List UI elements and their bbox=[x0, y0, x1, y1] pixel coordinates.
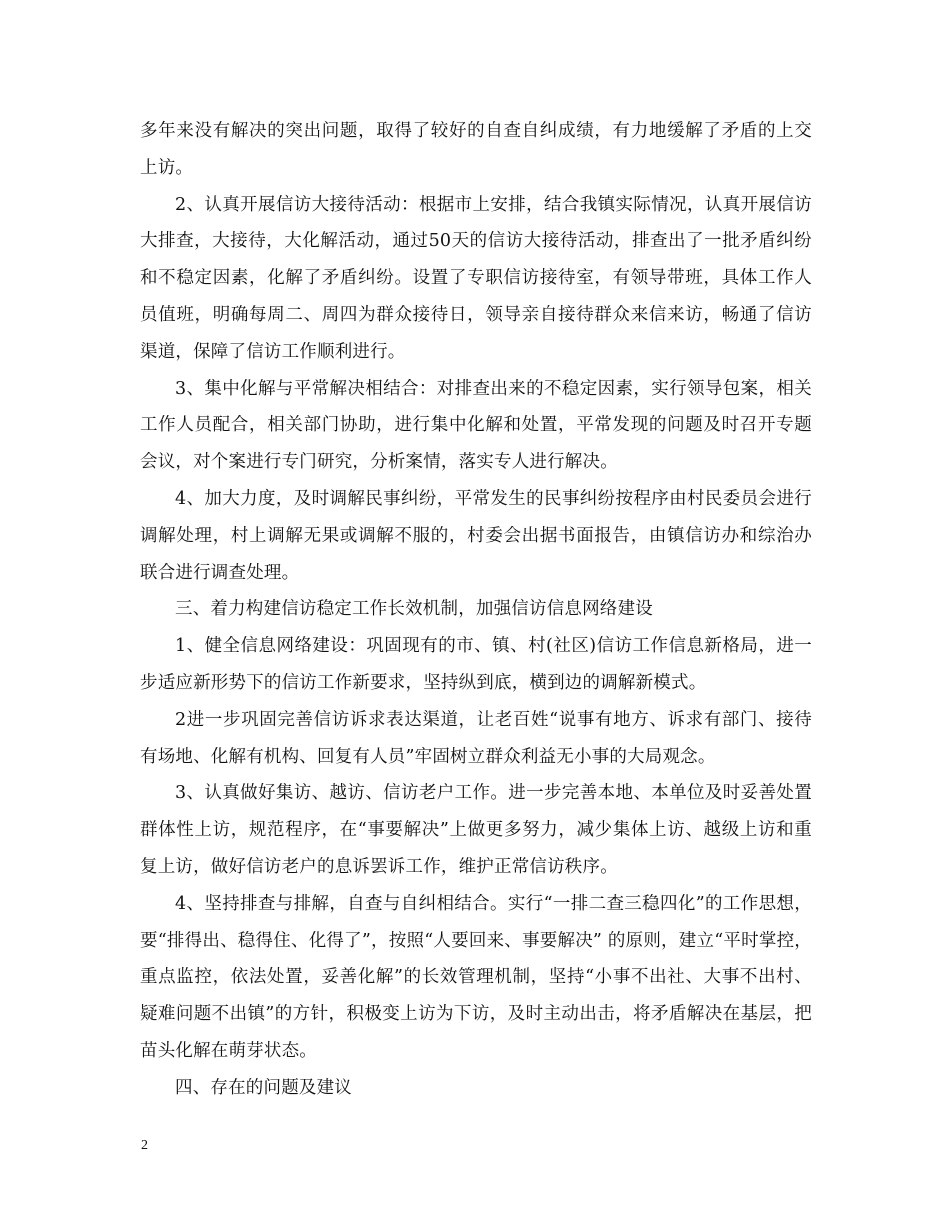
page-number: 2 bbox=[141, 1138, 148, 1153]
paragraph-section3-item-2: 2进一步巩固完善信访诉求表达渠道，让老百姓“说事有地方、诉求有部门、接待有场地、化解有机构、回复有人员”牢固树立群众利益无小事的大局观念。 bbox=[140, 709, 812, 767]
paragraph-item-3: 3、集中化解与平常解决相结合：对排查出来的不稳定因素，实行领导包案，相关工作人员配合，相关部门协助，进行集中化解和处置，平常发现的问题及时召开专题会议，对个案进行专门研究，分析案情，落实专人进行解决。 bbox=[140, 378, 812, 473]
section-heading-3: 三、着力构建信访稳定工作长效机制，加强信访信息网络建设 bbox=[175, 599, 653, 620]
paragraph-section3-item-3: 3、认真做好集访、越访、信访老户工作。进一步完善本地、本单位及时妥善处置群体性上访，规范程序，在“事要解决”上做更多努力，减少集体上访、越级上访和重复上访，做好信访老户的息诉罢诉工作，维护正常信访秩序。 bbox=[140, 783, 812, 877]
section-heading-4: 四、存在的问题及建议 bbox=[175, 1077, 352, 1098]
paragraph-section3-item-1: 1、健全信息网络建设：巩固现有的市、镇、村(社区)信访工作信息新格局，进一步适应新形势下的信访工作新要求，坚持纵到底，横到边的调解新模式。 bbox=[140, 636, 812, 693]
paragraph-continuation: 多年来没有解决的突出问题，取得了较好的自查自纠成绩，有力地缓解了矛盾的上交上访。 bbox=[140, 121, 812, 178]
document-body bbox=[140, 113, 812, 1107]
paragraph-item-2: 2、认真开展信访大接待活动：根据市上安排，结合我镇实际情况，认真开展信访大排查，大接待，大化解活动，通过50天的信访大接待活动，排查出了一批矛盾纠纷和不稳定因素，化解了矛盾纠纷。设置了专职信访接待室，有领导带班，具体工作人员值班，明确每周二、周四为群众接待日，领导亲自接待群众来信来访，畅通了信访渠道，保障了信访工作顺利进行。 bbox=[140, 194, 812, 362]
paragraph-section3-item-4: 4、坚持排查与排解，自查与自纠相结合。实行“一排二查三稳四化”的工作思想，要“排得出、稳得住、化得了”，按照“人要回来、事要解决” 的原则，建立“平时掌控，重点监控，依法处置，妥善化解”的长效管理机制，坚持“小事不出社、大事不出村、疑难问题不出镇”的方针，积极变上访为下访，及时主动出击，将矛盾解决在基层，把苗头化解在萌芽状态。 bbox=[140, 893, 812, 1061]
paragraph-item-4: 4、加大力度，及时调解民事纠纷，平常发生的民事纠纷按程序由村民委员会进行调解处理，村上调解无果或调解不服的，村委会出据书面报告，由镇信访办和综治办联合进行调查处理。 bbox=[140, 488, 812, 583]
